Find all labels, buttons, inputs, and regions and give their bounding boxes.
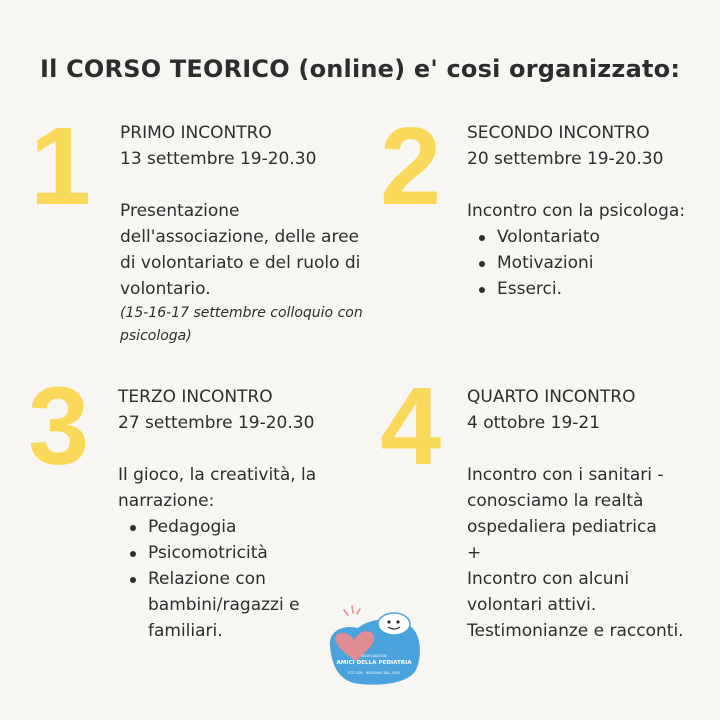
meeting-1-heading: PRIMO INCONTRO xyxy=(120,123,272,143)
meeting-2-date: 20 settembre 19-20.30 xyxy=(467,149,664,169)
meeting-3-list xyxy=(118,514,316,644)
meeting-1-body-line: dell'associazione, delle aree xyxy=(120,227,359,247)
meeting-2-intro: Incontro con la psicologa: xyxy=(467,201,686,221)
meeting-1-note: psicologa) xyxy=(120,328,192,344)
meeting-1-note: (15-16-17 settembre colloquio con xyxy=(120,305,363,321)
list-item-continuation: familiari. xyxy=(148,621,223,641)
list-item: Esserci. xyxy=(497,276,685,302)
meeting-4-body-line: Testimonianze e racconti. xyxy=(467,621,684,641)
meeting-1-block xyxy=(120,120,363,348)
list-item-continuation: bambini/ragazzi e xyxy=(148,595,300,615)
list-item: Psicomotricità xyxy=(148,540,316,566)
list-item: Volontariato xyxy=(497,224,685,250)
list-item: Pedagogia xyxy=(148,514,316,540)
logo-subtitle: ETS ODV · BERGAMO DAL 1995 xyxy=(348,671,400,675)
meeting-4-date: 4 ottobre 19-21 xyxy=(467,413,601,433)
list-item-text: Relazione con xyxy=(148,569,266,589)
meeting-1-date: 13 settembre 19-20.30 xyxy=(120,149,317,169)
meeting-4-body-line: + xyxy=(467,543,482,563)
logo-small-text: ASSOCIAZIONE xyxy=(361,654,387,658)
meeting-number-4: 4 xyxy=(380,365,442,488)
meeting-4-heading: QUARTO INCONTRO xyxy=(467,387,636,407)
meeting-4-body-line: ospedaliera pediatrica xyxy=(467,517,657,537)
meeting-1-body-line: di volontariato e del ruolo di xyxy=(120,253,361,273)
meeting-number-2: 2 xyxy=(380,105,442,228)
meeting-2-list xyxy=(467,224,685,302)
association-logo xyxy=(324,598,424,688)
meeting-3-intro-line: Il gioco, la creatività, la xyxy=(118,465,317,485)
meeting-1-body-line: Presentazione xyxy=(120,201,240,221)
meeting-1-body-line: volontario. xyxy=(120,279,211,299)
logo-name: AMICI DELLA PEDIATRIA xyxy=(336,660,412,666)
meeting-4-body-line: conosciamo la realtà xyxy=(467,491,644,511)
page-title: Il CORSO TEORICO (online) e' cosi organizzato: xyxy=(40,55,681,83)
meeting-number-1: 1 xyxy=(30,105,92,228)
list-item xyxy=(148,566,316,644)
meeting-4-block xyxy=(467,384,684,644)
list-item: Motivazioni xyxy=(497,250,685,276)
meeting-3-intro-line: narrazione: xyxy=(118,491,215,511)
meeting-3-block xyxy=(118,384,316,644)
meeting-number-3: 3 xyxy=(28,365,90,488)
meeting-2-heading: SECONDO INCONTRO xyxy=(467,123,650,143)
meeting-2-block xyxy=(467,120,685,302)
meeting-4-body-line: Incontro con i sanitari - xyxy=(467,465,664,485)
meeting-4-body-line: Incontro con alcuni xyxy=(467,569,630,589)
character-icon xyxy=(378,613,410,635)
meeting-3-heading: TERZO INCONTRO xyxy=(118,387,273,407)
meeting-4-body-line: volontari attivi. xyxy=(467,595,597,615)
sparkle-icon xyxy=(344,606,360,615)
meeting-3-date: 27 settembre 19-20.30 xyxy=(118,413,315,433)
